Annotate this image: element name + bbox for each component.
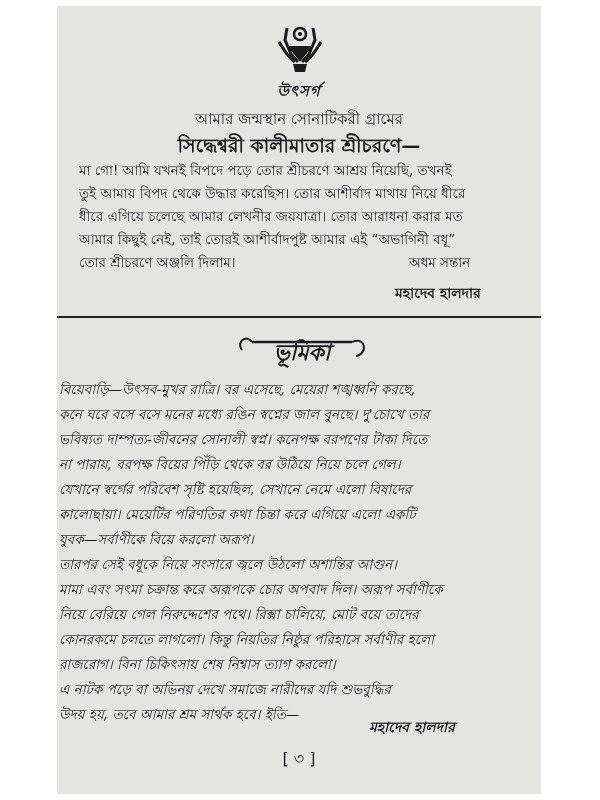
dedication-body-line: মা গো! আমি যখনই বিপদে পড়ে তোর শ্রীচরণে আশ্রয় নিয়েছি, তখনই [79, 163, 452, 179]
page-number: [ ৩ ] [282, 749, 316, 768]
dedication-signature-name: মহাদেব হালদার [395, 286, 481, 302]
preface-line: যেখানে স্বর্গের পরিবেশ সৃষ্টি হয়েছিল, সেখানে নেমে এলো বিষাদের [59, 482, 412, 498]
preface-line: বিয়েবাড়ি—উৎসব-মুখর রাত্রি। বর এসেছে, মেয়েরা শঙ্খধ্বনি করছে, [59, 382, 416, 398]
dedication-line-1: আমার জন্মস্থান সোনাটিকরী গ্রামের [194, 110, 404, 128]
preface-line: কোনরকমে চলতে লাগলো। কিন্তু নিয়তির নিষ্ঠুর পরিহাসে সর্বাণীর হলো [59, 632, 435, 648]
dedication-heading: উৎসর্গ [277, 82, 321, 100]
dedication-body-line: তোর শ্রীচরণে অঞ্জলি দিলাম। [79, 255, 236, 271]
dedication-signature-title: অধম সন্তান [409, 255, 471, 271]
preface-signature: মহাদেব হালদার [369, 720, 455, 736]
preface-line: ভবিষ্যত দাম্পত্য-জীবনের সোনালী স্বপ্ন। কনেপক্ষ বরপণের টাকা দিতে [59, 432, 428, 448]
preface-heading: ভূমিকা [273, 341, 331, 366]
dedication-line-2: সিদ্ধেশ্বরী কালীমাতার শ্রীচরণে— [177, 135, 421, 157]
preface-line: কনে ঘরে বসে বসে মনের মধ্যে রঙিন স্বপ্নের জাল বুনছে। দু'চোখে তার [59, 407, 430, 423]
preface-line: নিয়ে বেরিয়ে গেল নিরুদ্দেশের পথে। রিক্সা চালিয়ে, মোট বয়ে তাদের [59, 607, 419, 623]
preface-line: না পারায়, বরপক্ষ বিয়ের পিঁড়ি থেকে বর উঠিয়ে নিয়ে চলে গেল। [59, 457, 401, 473]
preface-heading-block [232, 328, 372, 372]
preface-line: যুবক—সর্বাণীকে বিয়ে করলো অরূপ। [59, 532, 254, 548]
preface-line: এ নাটক পড়ে বা অভিনয় দেখে সমাজে নারীদের যদি শুভবুদ্ধির [59, 682, 391, 698]
preface-body [59, 378, 529, 728]
dedication-body-line: তুই আমায় বিপদ থেকে উদ্ধার করেছিস। তোর আশীর্বাদ মাথায় নিয়ে ধীরে [79, 186, 466, 202]
preface-line: উদয় হয়, তবে আমার শ্রম সার্থক হবে। ইতি— [59, 707, 300, 723]
preface-line: রাজরোগ। বিনা চিকিৎসায় শেষ নিশ্বাস ত্যাগ করলো। [59, 657, 336, 673]
book-page [57, 6, 541, 794]
preface-line: মামা এবং সৎমা চক্রান্ত করে অরূপকে চোর অপবাদ দিল। অরূপ সর্বাণীকে [59, 582, 443, 598]
dedication-body-line: আমার কিছুই নেই, তাই তোরই আশীর্বাদপুষ্ট আমার এই “অভাগিনী বধূ” [79, 232, 456, 248]
section-divider [57, 316, 541, 318]
preface-line: কালোছায়া। মেয়েটির পরিণতির কথা চিন্তা করে এগিয়ে এলো একটি [59, 507, 416, 523]
dedication-body-line: ধীরে এগিয়ে চলেছে আমার লেখনীর জয়যাত্রা। তোর আরাধনা করার মত [79, 209, 463, 225]
preface-line: তারপর সেই বধূকে নিয়ে সংসারে জ্বলে উঠলো অশান্তির আগুন। [59, 557, 398, 573]
